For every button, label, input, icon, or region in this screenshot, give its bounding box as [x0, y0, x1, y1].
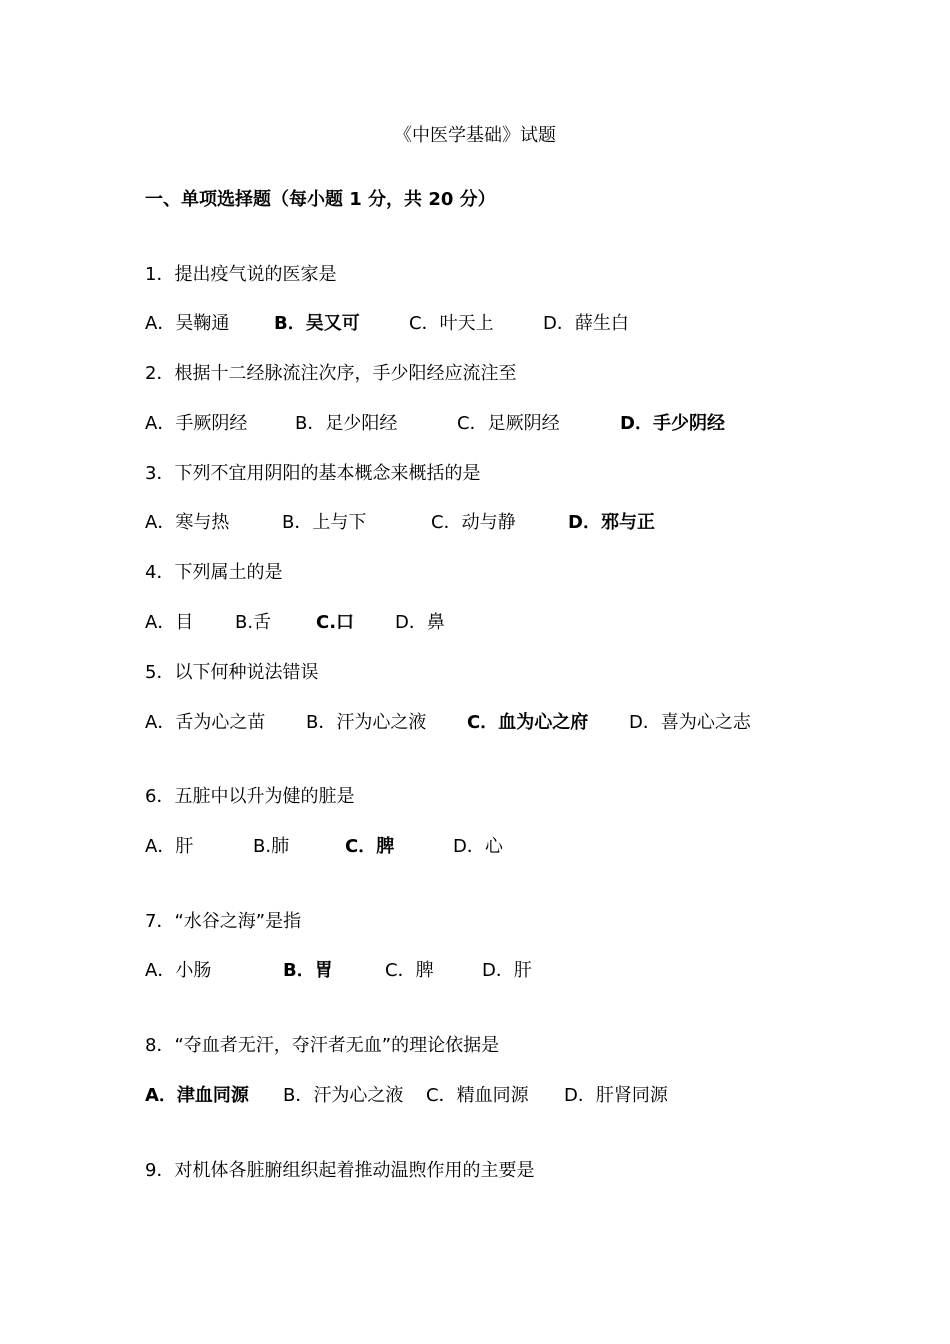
option: B．吴又可 — [274, 313, 360, 334]
option: D．肝 — [482, 960, 532, 981]
option: D．手少阴经 — [620, 413, 725, 434]
option: D．薛生白 — [543, 313, 629, 334]
option: C．叶天上 — [409, 313, 494, 334]
question-stem: 1．提出疫气说的医家是 — [145, 264, 337, 285]
option: C．脾 — [345, 836, 395, 857]
exam-title: 《中医学基础》试题 — [394, 125, 556, 146]
option: C.口 — [316, 612, 355, 633]
section-heading: 一、单项选择题（每小题 1 分，共 20 分） — [145, 189, 496, 210]
question-options — [145, 1083, 845, 1109]
option: D．心 — [453, 836, 503, 857]
option: B．上与下 — [282, 512, 367, 533]
option: D．喜为心之志 — [629, 712, 751, 733]
option: B．胃 — [283, 960, 333, 981]
question-stem: 7．“水谷之海”是指 — [145, 911, 302, 932]
option: A．舌为心之苗 — [145, 712, 266, 733]
option: C．足厥阴经 — [457, 413, 560, 434]
option: A．津血同源 — [145, 1085, 249, 1106]
option: B．汗为心之液 — [306, 712, 427, 733]
question-options — [145, 510, 845, 536]
option: A．吴鞠通 — [145, 313, 230, 334]
option: B．足少阳经 — [295, 413, 398, 434]
option: D．邪与正 — [568, 512, 655, 533]
question-stem: 3．下列不宜用阴阳的基本概念来概括的是 — [145, 463, 481, 484]
option: A．寒与热 — [145, 512, 230, 533]
option: D．肝肾同源 — [564, 1085, 668, 1106]
option: A．手厥阴经 — [145, 413, 248, 434]
question-stem: 2．根据十二经脉流注次序，手少阳经应流注至 — [145, 363, 517, 384]
question-stem: 6．五脏中以升为健的脏是 — [145, 786, 355, 807]
option: B.肺 — [253, 836, 290, 857]
option: C．脾 — [385, 960, 434, 981]
question-stem: 9．对机体各脏腑组织起着推动温煦作用的主要是 — [145, 1160, 535, 1181]
option: A．小肠 — [145, 960, 212, 981]
option: B．汗为心之液 — [283, 1085, 404, 1106]
question-options — [145, 610, 845, 636]
option: C．精血同源 — [426, 1085, 529, 1106]
question-stem: 5．以下何种说法错误 — [145, 662, 319, 683]
option: C．动与静 — [431, 512, 516, 533]
option: C．血为心之府 — [467, 712, 589, 733]
option: D．鼻 — [395, 612, 445, 633]
question-options — [145, 710, 845, 736]
option: A．目 — [145, 612, 194, 633]
question-options — [145, 411, 845, 437]
question-stem: 8．“夺血者无汗，夺汗者无血”的理论依据是 — [145, 1035, 500, 1056]
option: B.舌 — [235, 612, 272, 633]
question-stem: 4．下列属土的是 — [145, 562, 283, 583]
question-options — [145, 311, 845, 337]
question-options — [145, 958, 845, 984]
option: A．肝 — [145, 836, 194, 857]
question-options — [145, 834, 845, 860]
